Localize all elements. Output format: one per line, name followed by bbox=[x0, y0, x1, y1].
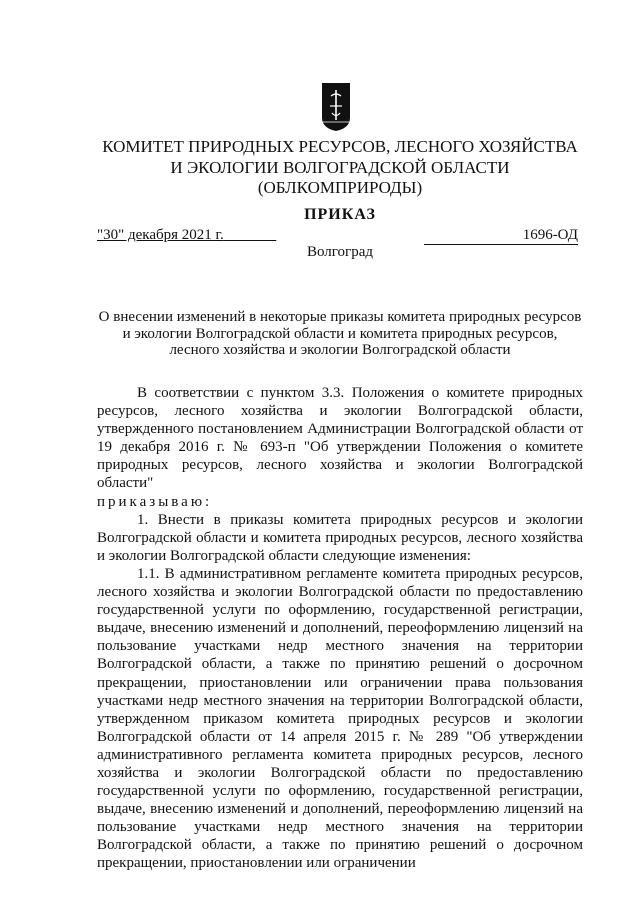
document-type: ПРИКАЗ bbox=[304, 206, 376, 223]
org-line-1: КОМИТЕТ ПРИРОДНЫХ РЕСУРСОВ, ЛЕСНОГО ХОЗЯЙСТВА bbox=[102, 137, 578, 156]
paragraph-order-word: приказываю: bbox=[97, 493, 213, 510]
coat-of-arms-icon bbox=[321, 82, 351, 132]
document-title bbox=[0, 309, 640, 359]
paragraph-item-1-1: 1.1. В административном регламенте комитета природных ресурсов, лесного хозяйства и экологии Волгоградской области по предоставлению государственной услуги по оформлению, государственной регистрации, выдаче, внесению изменений и дополнений, переоформлению лицензий на пользование участками недр местного значения на территории Волгоградской области, а также по принятию решений о досрочном прекращении, приостановлении или ограничении права пользования участками недр местного значения на территории Волгоградской области, утвержденном приказом комитета природных ресурсов и экологии Волгоградской области от 14 апреля 2015 г. № 289 "Об утверждении административного регламента комитета природных ресурсов, лесного хозяйства и экологии Волгоградской области по предоставлению государственной услуги по оформлению, государственной регистрации, выдаче, внесению изменений и дополнений, переоформлению лицензий на пользование участками недр местного значения на территории Волгоградской области, а также по принятию решений о досрочном прекращении, приостановлении или ограничении bbox=[97, 565, 583, 872]
city: Волгоград bbox=[306, 244, 373, 260]
organization-name bbox=[0, 137, 640, 199]
title-line-3: лесного хозяйства и экологии Волгоградской области bbox=[169, 342, 511, 358]
paragraph-item-1: 1. Внести в приказы комитета природных ресурсов и экологии Волгоградской области и комитета природных ресурсов, лесного хозяйства и экологии Волгоградской области следующие изменения: bbox=[97, 511, 583, 564]
order-number: 1696-ОД bbox=[424, 227, 578, 245]
org-line-2: И ЭКОЛОГИИ ВОЛГОГРАДСКОЙ ОБЛАСТИ bbox=[170, 157, 510, 177]
order-date bbox=[97, 227, 276, 244]
order-date-text: "30" декабря 2021 г. bbox=[97, 227, 224, 243]
title-line-2: и экологии Волгоградской области и комитета природных ресурсов, bbox=[122, 325, 558, 342]
document-body bbox=[97, 384, 583, 873]
org-line-3: (ОБЛКОМПРИРОДЫ) bbox=[257, 178, 423, 197]
paragraph-preamble: В соответствии с пунктом 3.3. Положения о комитете природных ресурсов, лесного хозяйства и экологии Волгоградской области, утвержденного постановлением Администрации Волгоградской области от 19 декабря 2016 г. № 693-п "Об утверждении Положения о комитете природных ресурсов, лесного хозяйства и экологии Волгоградской области" bbox=[97, 385, 583, 492]
title-line-1: О внесении изменений в некоторые приказы комитета природных ресурсов bbox=[98, 309, 582, 325]
